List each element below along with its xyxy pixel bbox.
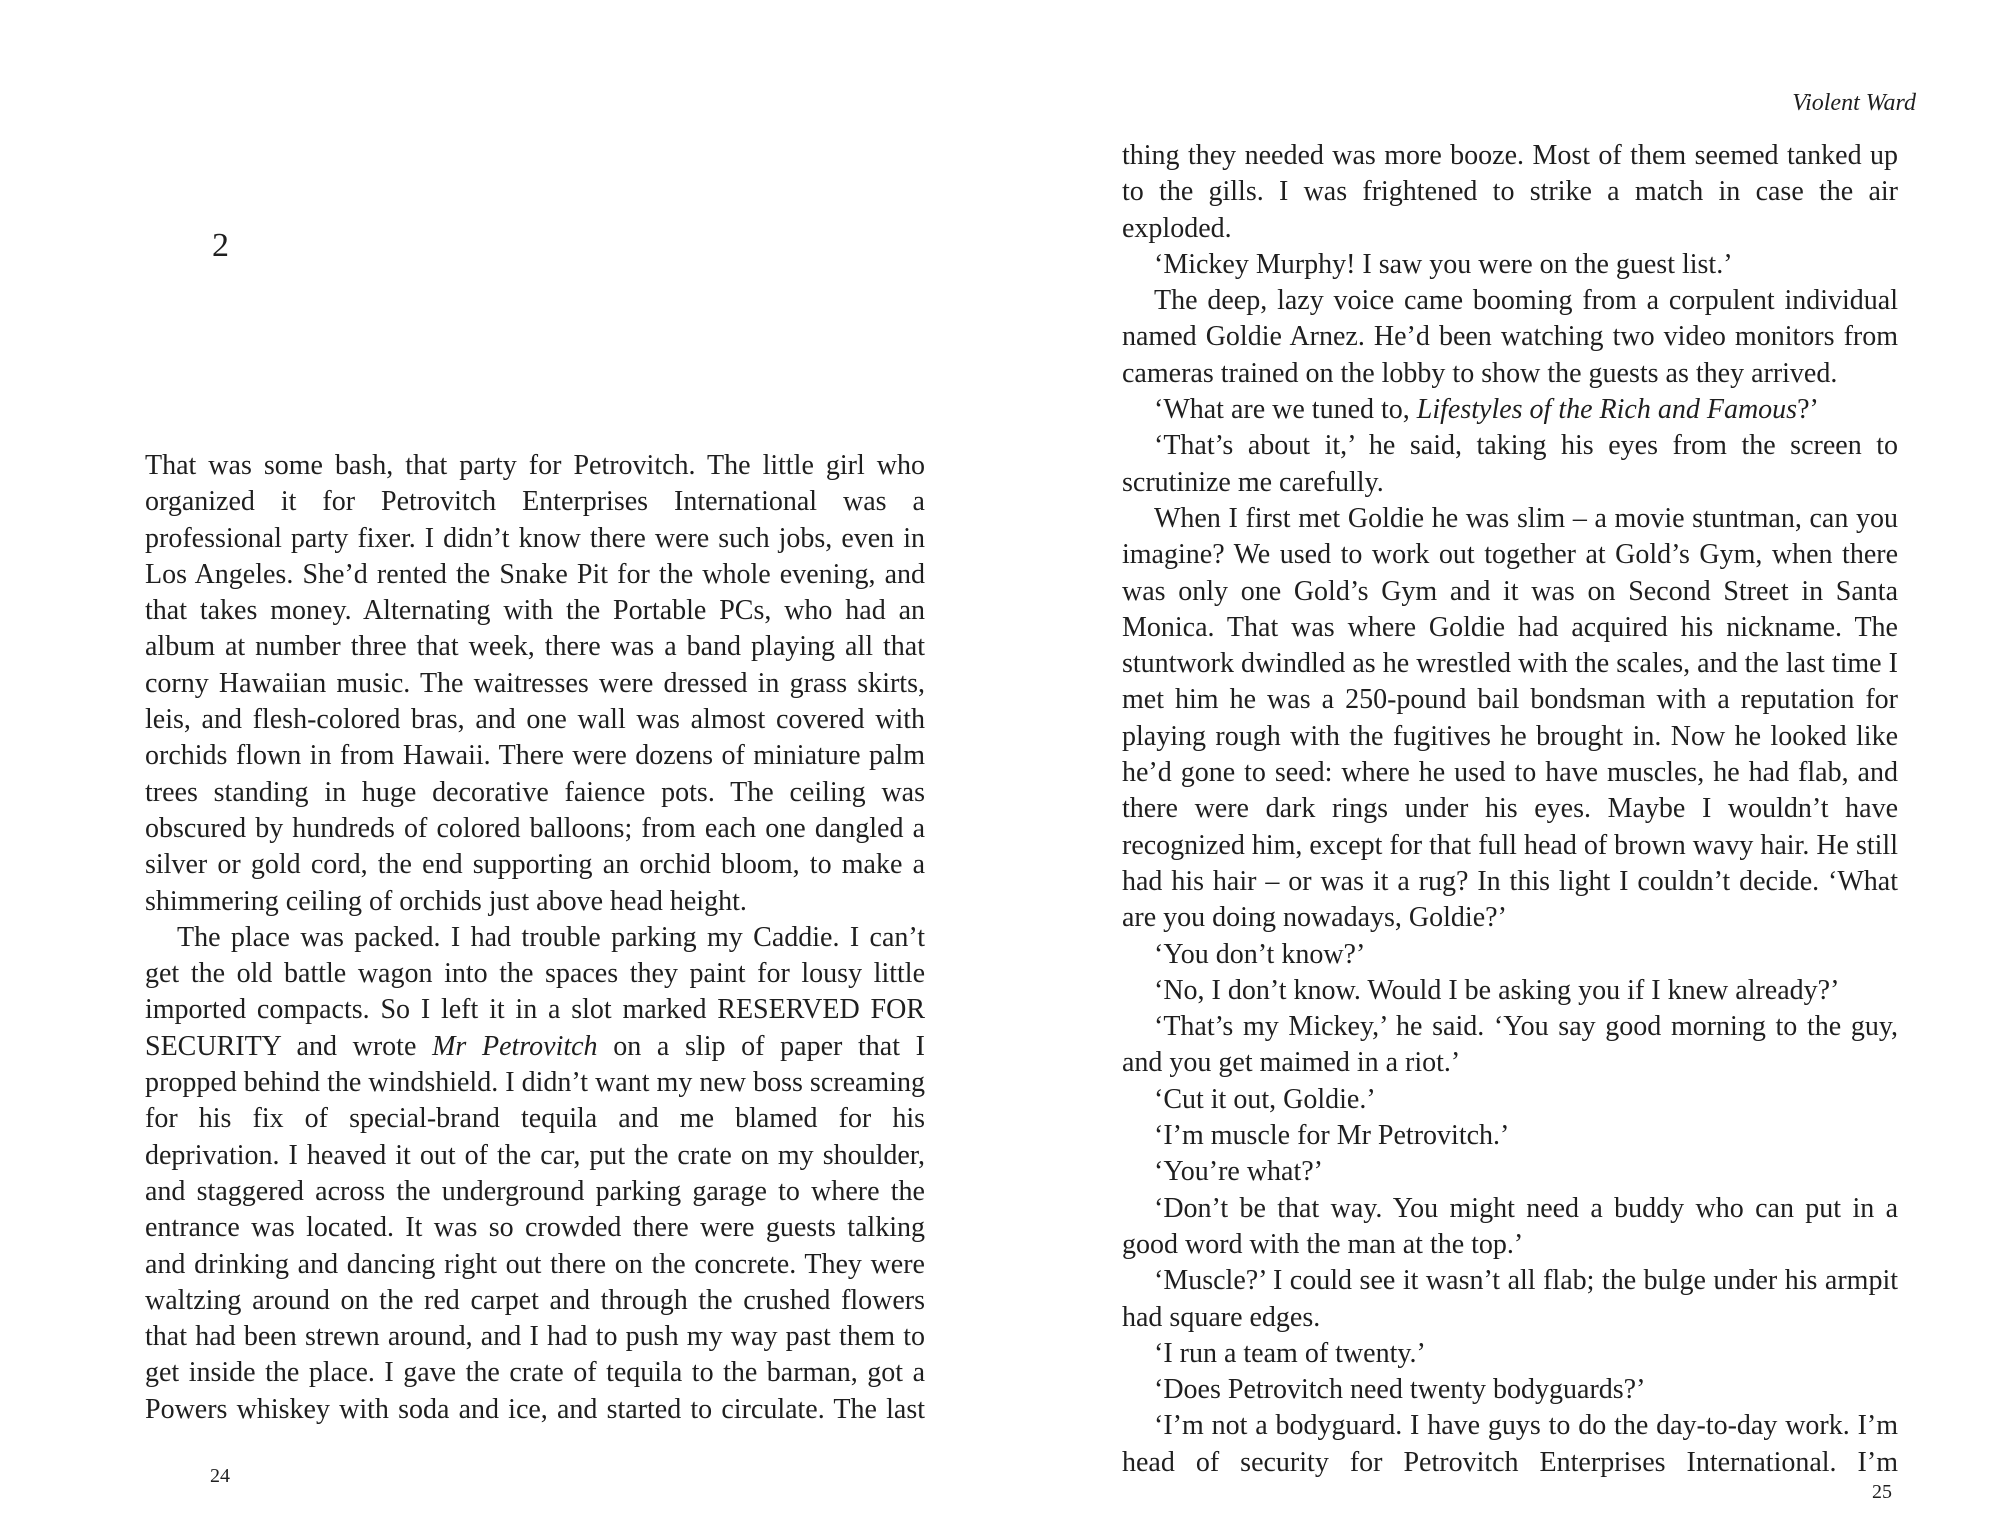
chapter-number: 2 (212, 227, 229, 264)
paragraph (1122, 392, 1898, 428)
right-body-text (1122, 138, 1898, 1481)
running-head: Violent Ward (1792, 90, 1916, 116)
text-run: ?’ (1797, 394, 1819, 426)
text-run: ‘What are we tuned to, (1154, 394, 1417, 426)
paragraph (145, 920, 925, 1428)
right-page (1000, 0, 2000, 1534)
paragraph: ‘I’m muscle for Mr Petrovitch.’ (1154, 1120, 1510, 1152)
paragraph: ‘Does Petrovitch need twenty bodyguards?’ (1154, 1374, 1646, 1406)
text-run: on a slip of paper that I propped behind the windshield. I didn’t want my new boss screaming for his fix of special-brand tequila and me blamed for his deprivation. I heaved it out of the car, put the crate on my shoulder, and staggered across the underground parking garage to where the entrance was located. It was so crowded there were guests talking and drinking and dancing right out there on the concrete. They were waltzing around on the red carpet and through the crushed flowers that had been strewn around, and I had to push my way past them to get inside the place. I gave the crate of tequila to the barman, got a Powers whiskey with soda and ice, and started to circulate. The last (145, 1030, 925, 1425)
paragraph: ‘No, I don’t know. Would I be asking you if I knew already?’ (1154, 974, 1840, 1006)
page-number: 24 (210, 1465, 230, 1487)
paragraph: ‘Mickey Murphy! I saw you were on the guest list.’ (1154, 248, 1733, 280)
paragraph: The deep, lazy voice came booming from a corpulent individual named Goldie Arnez. He’d been watching two video monitors from cameras trained on the lobby to show the guests as they arrived. (1122, 285, 1898, 389)
paragraph: That was some bash, that party for Petrovitch. The little girl who organized it for Petrovitch Enterprises International was a professional party fixer. I didn’t know there were such jobs, even in Los Angeles. She’d rented the Snake Pit for the whole evening, and that takes money. Alternating with the Portable PCs, who had an album at number three that week, there was a band playing all that corny Hawaiian music. The waitresses were dressed in grass skirts, leis, and flesh-colored bras, and one wall was almost covered with orchids flown in from Hawaii. There were dozens of miniature palm trees standing in huge decorative faience pots. The ceiling was obscured by hundreds of colored balloons; from each one dangled a silver or gold cord, the end supporting an orchid bloom, to make a shimmering ceiling of orchids just above head height. (145, 450, 925, 917)
paragraph: ‘You’re what?’ (1154, 1156, 1323, 1188)
paragraph: thing they needed was more booze. Most of them seemed tanked up to the gills. I was frightened to strike a match in case the air exploded. (1122, 140, 1898, 244)
paragraph: When I first met Goldie he was slim – a movie stuntman, can you imagine? We used to work out together at Gold’s Gym, when there was only one Gold’s Gym and it was on Second Street in Santa Monica. That was where Goldie had acquired his nickname. The stuntwork dwindled as he wrestled with the scales, and the last time I met him he was a 250-pound bail bondsman with a reputation for playing rough with the fugitives he brought in. Now he looked like he’d gone to seed: where he used to have muscles, he had flab, and there were dark rings under his eyes. Maybe I wouldn’t have recognized him, except for that full head of brown wavy hair. He still had his hair – or was it a rug? In this light I couldn’t decide. ‘What are you doing nowadays, Goldie?’ (1122, 502, 1898, 934)
italic-run: Lifestyles of the Rich and Famous (1416, 394, 1798, 426)
paragraph: ‘That’s about it,’ he said, taking his eyes from the screen to scrutinize me carefully. (1122, 430, 1898, 498)
page-number: 25 (1872, 1481, 1892, 1503)
paragraph: ‘You don’t know?’ (1154, 938, 1366, 970)
italic-run: Mr Petrovitch (432, 1030, 598, 1062)
paragraph: ‘Don’t be that way. You might need a buddy who can put in a good word with the man at the top.’ (1122, 1192, 1898, 1260)
paragraph: ‘I’m not a bodyguard. I have guys to do the day-to-day work. I’m head of security for Petrovitch Enterprises International. I’m (1122, 1410, 1898, 1478)
paragraph: ‘That’s my Mickey,’ he said. ‘You say good morning to the guy, and you get maimed in a riot.’ (1122, 1011, 1898, 1079)
text-run: The place was packed. I had trouble parking my Caddie. I can’t get the old battle wagon into the spaces they paint for lousy little imported compacts. So I left it in a slot marked RESERVED FOR SECURITY and wrote (145, 921, 925, 1062)
paragraph: ‘Muscle?’ I could see it wasn’t all flab; the bulge under his armpit had square edges. (1122, 1265, 1898, 1333)
paragraph: ‘Cut it out, Goldie.’ (1154, 1083, 1376, 1115)
paragraph: ‘I run a team of twenty.’ (1154, 1337, 1426, 1369)
left-body-text (145, 448, 925, 1428)
